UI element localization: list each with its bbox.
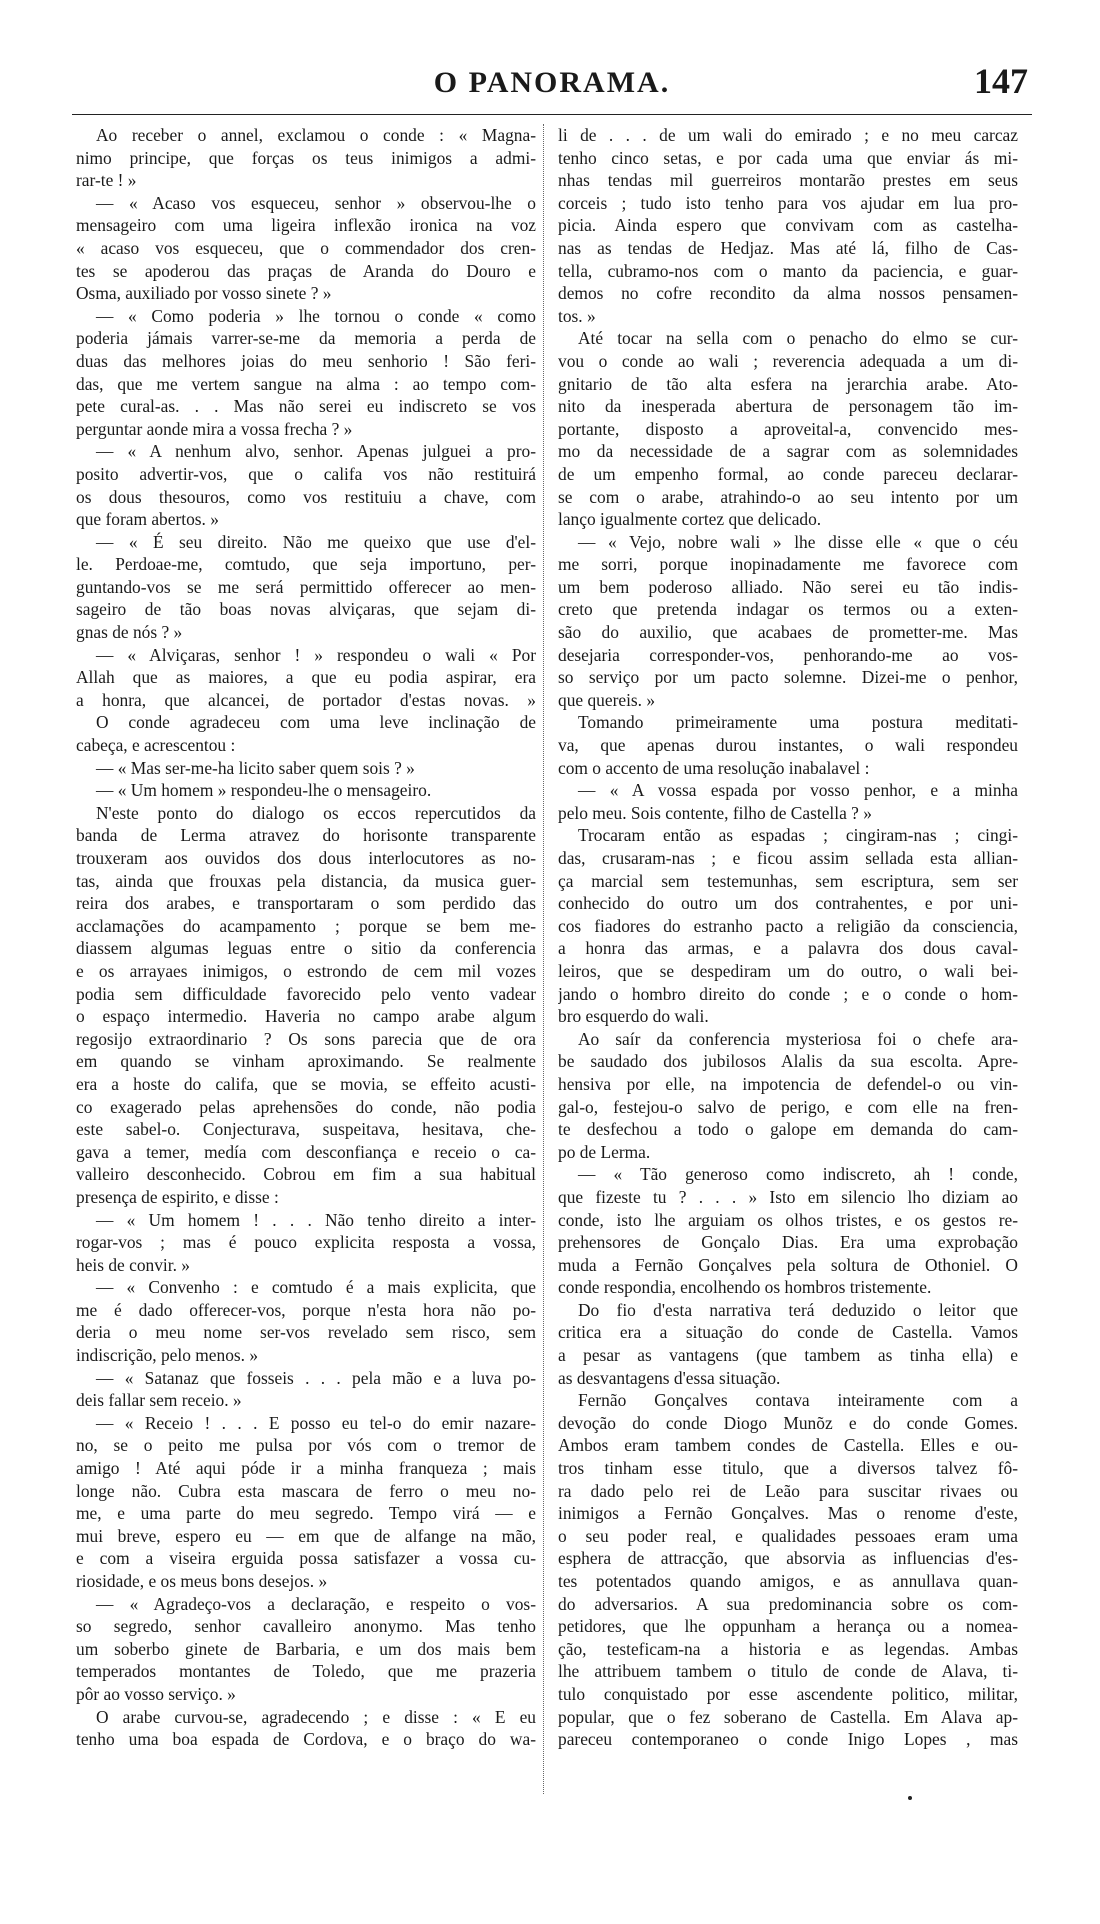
text-line: um soberbo ginete de Barbaria, e um dos mais bem	[76, 1638, 536, 1659]
text-line: trouxeram aos ouvidos dos dous interlocutores as no-	[76, 848, 536, 868]
text-line: li de . . . de um wali do emirado ; e no meu carcaz	[558, 125, 1018, 145]
text-line: regosijo extraordinario ? Os sons parecia que de ora	[76, 1028, 536, 1049]
text-line: muda a Fernão Gonçalves pela soltura de Othoniel. O	[558, 1254, 1018, 1275]
text-line: os dous thesouros, como vos restituiu a chave, com	[76, 486, 536, 507]
text-line: rar-te ! »	[76, 170, 137, 191]
text-line: le. Perdoae-me, comtudo, que seja importuno, per-	[76, 554, 536, 575]
text-line: deis fallar sem receio. »	[76, 1390, 242, 1411]
text-line: — « Vejo, nobre wali » lhe disse elle « que o céu	[578, 531, 1018, 552]
text-line: « acaso vos esqueceu, que o commendador dos cren-	[76, 237, 536, 258]
text-line: ra dado pelo rei de Leão para suscitar rivaes ou	[558, 1480, 1018, 1501]
text-line: corceis ; tudo isto tenho para vos ajudar em lua pro-	[558, 192, 1018, 213]
text-line: jando o hombro direito do conde ; e o conde o hom-	[558, 983, 1018, 1004]
text-line: pareceu contemporaneo o conde Inigo Lopes , mas	[558, 1729, 1018, 1750]
text-line: gal-o, festejou-o salvo de perigo, e com elle na fren-	[558, 1096, 1018, 1117]
text-line: perguntar aonde mira a vossa frecha ? »	[76, 418, 353, 439]
text-line: um bem poderoso alliado. Não serei eu tão indis-	[558, 576, 1018, 597]
text-line: longe não. Cubra esta mascara de ferro o meu no-	[76, 1480, 536, 1501]
text-line: tella, cubramo-nos com o manto da paciencia, e guar-	[558, 260, 1018, 281]
column-divider	[543, 124, 544, 1794]
text-line: o espaço intermedio. Haveria no campo arabe algum	[76, 1006, 536, 1027]
text-line: — « A vossa espada por vosso penhor, e a minha	[578, 780, 1018, 801]
text-line: pelo meu. Sois contente, filho de Castella ? »	[558, 802, 872, 823]
text-line: tos. »	[558, 305, 596, 326]
text-line: ção, testeficam-na a historia e as legendas. Ambas	[558, 1638, 1018, 1659]
text-line: tulo conquistado por esse ascendente politico, militar,	[558, 1683, 1018, 1704]
text-line: Tomando primeiramente uma postura meditati-	[578, 712, 1018, 733]
text-line: — « Convenho : e comtudo é a mais explicita, que	[96, 1277, 536, 1298]
text-line: gava a temer, medía com desconfiança e receio o ca-	[76, 1141, 536, 1162]
text-line: — « Tão generoso como indiscreto, ah ! conde,	[578, 1164, 1018, 1185]
text-line: conde respondia, encolhendo os hombros tristemente.	[558, 1277, 932, 1298]
text-line: picia. Ainda espero que convivam com as castelha-	[558, 215, 1018, 236]
text-line: que foram abertos. »	[76, 509, 219, 530]
text-line: presença de espirito, e disse :	[76, 1186, 279, 1207]
text-line: lanço igualmente cortez que delicado.	[558, 509, 822, 530]
text-line: co exagerado pelas aprehensões do conde, não podia	[76, 1096, 536, 1117]
text-line: diassem algumas leguas entre o sitio da conferencia	[76, 938, 536, 959]
text-line: o seu poder real, e qualidades pessoaes eram uma	[558, 1525, 1018, 1546]
text-line: nas as tendas de Hedjaz. Mas até lá, filho de Cas-	[558, 237, 1018, 258]
text-line: de um empenho formal, ao conde pareceu declarar-	[558, 463, 1018, 484]
text-line: Do fio d'esta narrativa terá deduzido o leitor que	[578, 1299, 1018, 1320]
text-line: vou o conde ao wali ; reverencia adequada a um di-	[558, 350, 1018, 371]
text-line: — « Acaso vos esqueceu, senhor » observou-lhe o	[96, 192, 536, 213]
text-line: duas das melhores joias do meu senhorio ! São feri-	[76, 350, 536, 371]
text-line: indiscrição, pelo menos. »	[76, 1345, 259, 1366]
text-line: se com o arabe, atrahindo-o ao seu intento por um	[558, 486, 1018, 507]
text-line: acclamações do acampamento ; porque se bem me-	[76, 915, 536, 936]
text-line: pete cural-as. . . Mas não serei eu indiscreto se vos	[76, 396, 536, 417]
text-line: amigo ! Até aqui póde ir a minha franqueza ; mais	[76, 1458, 536, 1479]
text-line: — « Como poderia » lhe tornou o conde « como	[96, 305, 536, 326]
text-line: este sabel-o. Conjecturava, suspeitava, hesitava, che-	[76, 1119, 536, 1140]
text-line: gnas de nós ? »	[76, 622, 183, 643]
text-line: desejaria corresponder-vos, penhorando-me ao vos-	[558, 644, 1018, 665]
text-line: temperados montantes de Toledo, que me prazeria	[76, 1661, 536, 1682]
text-line: do adversarios. A sua predominancia sobre os com-	[558, 1593, 1018, 1614]
text-line: riosidade, e os meus bons desejos. »	[76, 1571, 328, 1591]
text-line: — « Alviçaras, senhor ! » respondeu o wali « Por	[96, 644, 536, 665]
text-line: tenho uma boa espada de Cordova, e o braço do wa-	[76, 1729, 536, 1750]
text-line: lhe attribuem tambem o titulo de conde de Alava, ti-	[558, 1661, 1018, 1682]
text-line: Ambos eram tambem condes de Castella. Elles e ou-	[558, 1435, 1018, 1456]
text-line: cos fiadores do estranho pacto a religião da consciencia,	[558, 915, 1018, 936]
text-line: nito da inesperada abertura de personagem tão im-	[558, 396, 1018, 417]
text-line: tes se apoderou das praças de Aranda do Douro e	[76, 260, 536, 281]
text-line: leiros, que se despediram um do outro, o wali bei-	[558, 960, 1018, 981]
text-line: ça marcial sem testemunhas, sem escriptura, sem ser	[558, 870, 1018, 891]
text-line: em quando se vinham aproximando. Se realmente	[76, 1051, 536, 1072]
text-line: — « Satanaz que fosseis . . . pela mão e a luva po-	[96, 1367, 536, 1388]
text-line: Ao receber o annel, exclamou o conde : « Magna-	[96, 125, 536, 145]
text-line: me sorri, porque inopinadamente me favorece com	[558, 554, 1018, 575]
text-line: poderia jámais varrer-se-me da memoria a perda de	[76, 328, 536, 349]
page-header	[72, 60, 1032, 112]
text-line: Allah que as maiores, a que eu podia aspirar, era	[76, 667, 536, 688]
text-line: N'este ponto do dialogo os eccos repercutidos da	[96, 802, 536, 823]
text-line: tros tinham esse titulo, que a diversos talvez fô-	[558, 1458, 1018, 1479]
text-line: heis de convir. »	[76, 1254, 190, 1275]
text-line: cabeça, e acrescentou :	[76, 735, 236, 756]
text-line: banda de Lerma atravez do horisonte transparente	[76, 825, 536, 846]
text-line: inimigos a Fernão Gonçalves. Mas o renome d'este,	[558, 1503, 1018, 1524]
text-line: — « Mas ser-me-ha licito saber quem sois ? »	[96, 757, 415, 778]
text-line: podia sem difficuldade favorecido pelo vento vadear	[76, 983, 536, 1004]
text-line: me, e uma parte do meu segredo. Tempo virá — e	[76, 1503, 536, 1524]
text-line: creto que pretenda indagar os termos ou a exten-	[558, 599, 1018, 620]
text-line: com o accento de uma resolução inabalavel :	[558, 757, 870, 778]
text-line: sageiro de tão boas novas alviçaras, que sejam di-	[76, 599, 536, 620]
text-line: petidores, que lhe oppunham a herança ou a nomea-	[558, 1616, 1018, 1637]
text-line: das, crusaram-nas ; e ficou assim sellada esta allian-	[558, 848, 1018, 868]
text-line: va, que apenas durou instantes, o wali respondeu	[558, 735, 1018, 756]
text-line: gnitario de tão alta esfera na jerarchia arabe. Ato-	[558, 373, 1018, 394]
text-line: deria o meu nome ser-vos revelado sem risco, sem	[76, 1322, 536, 1343]
text-line: conde, isto lhe arguiam os olhos tristes, e os gestos re-	[558, 1209, 1018, 1230]
header-rule	[72, 114, 1032, 115]
text-line: critica era a situação do conde de Castella. Vamos	[558, 1322, 1018, 1343]
text-line: tes potentados quando amigos, e as annullava quan-	[558, 1571, 1018, 1591]
text-line: — « É seu direito. Não me queixo que use d'el-	[96, 531, 536, 552]
text-line: a honra das armas, e a palavra dos dous caval-	[558, 938, 1018, 959]
text-line: be saudado dos jubilosos Alalis da sua escolta. Apre-	[558, 1051, 1018, 1072]
text-line: devoção do conde Diogo Munõz e do conde Gomes.	[558, 1412, 1018, 1433]
text-line: po de Lerma.	[558, 1141, 651, 1162]
text-line: Osma, auxiliado por vosso sinete ? »	[76, 283, 332, 304]
text-line: pôr ao vosso serviço. »	[76, 1683, 236, 1704]
text-line: Fernão Gonçalves contava inteiramente com a	[578, 1390, 1018, 1411]
text-line: te desfechou a todo o galope em demanda do cam-	[558, 1119, 1018, 1140]
text-line: tenho cinco setas, e por cada uma que enviar ás mi-	[558, 147, 1018, 168]
ink-dot	[908, 1796, 912, 1800]
text-line: no, se o peito me pulsa por vós com o tremor de	[76, 1435, 536, 1456]
text-line: e os arrayaes inimigos, o estrondo de cem mil vozes	[76, 960, 536, 981]
text-line: a pesar as vantagens (que tambem as tinha ella) e	[558, 1345, 1018, 1366]
text-line: esphera de attracção, que absorvia as influencias d'es-	[558, 1548, 1018, 1569]
page-number: 147	[974, 61, 1028, 101]
text-line: demos no cofre recondito da alma nossos pensamen-	[558, 283, 1018, 304]
publication-title: O PANORAMA.	[433, 66, 671, 99]
text-line: nhas tendas mil guerreiros montarão prestes em seus	[558, 170, 1018, 191]
text-line: prehensores de Gonçalo Dias. Era uma exprobação	[558, 1232, 1018, 1253]
text-line: posito advertir-vos, que o califa vos não restituirá	[76, 463, 536, 484]
text-line: O conde agradeceu com uma leve inclinação de	[96, 712, 536, 733]
text-line: era a hoste do califa, que se movia, se effeito acusti-	[76, 1073, 536, 1094]
left-column	[76, 124, 536, 1751]
right-column	[558, 124, 1018, 1751]
text-line: são do auxilio, que acabaes de prometter-me. Mas	[558, 622, 1018, 643]
text-line: rogar-vos ; mas é pouco explicita resposta a vossa,	[76, 1232, 536, 1253]
text-line: Até tocar na sella com o penacho do elmo se cur-	[578, 328, 1018, 349]
text-line: a honra, que alcancei, de portador d'estas novas. »	[76, 689, 536, 710]
text-line: reira dos arabes, e transportaram o som perdido das	[76, 893, 536, 914]
text-line: mo da necessidade de a sagrar com as solemnidades	[558, 441, 1018, 462]
text-line: — « Um homem ! . . . Não tenho direito a inter-	[96, 1209, 536, 1230]
text-line: O arabe curvou-se, agradecendo ; e disse : « E eu	[96, 1706, 536, 1727]
text-line: guntando-vos se me será permittido offerecer ao men-	[76, 576, 536, 597]
text-line: bro esquerdo do wali.	[558, 1006, 709, 1027]
text-line: so serviço por um pacto solemne. Dizei-me o penhor,	[558, 667, 1018, 688]
text-line: valleiro desconhecido. Cobrou em fim a sua habitual	[76, 1164, 536, 1185]
text-line: — « Um homem » respondeu-lhe o mensageiro.	[96, 780, 432, 801]
text-line: conhecido do outro um dos contrahentes, e por uni-	[558, 893, 1018, 914]
text-line: hensiva por elle, na impotencia de defendel-o ou vin-	[558, 1073, 1018, 1094]
text-line: popular, que o fez soberano de Castella. Em Alava ap-	[558, 1706, 1018, 1727]
text-line: mensageiro com uma ligeira inflexão ironica na voz	[76, 215, 536, 236]
text-line: das, que me vertem sangue na alma : ao tempo com-	[76, 373, 536, 394]
text-line: Trocaram então as espadas ; cingiram-nas ; cingi-	[578, 825, 1018, 846]
text-line: tas, ainda que frouxas pela distancia, da musica guer-	[76, 870, 536, 891]
text-line: que quereis. »	[558, 689, 656, 710]
text-line: nimo principe, que forças os teus inimigos a admi-	[76, 147, 536, 168]
text-line: as desvantagens d'essa situação.	[558, 1367, 781, 1388]
text-line: mui breve, espero eu — em que de alfange na mão,	[76, 1525, 536, 1546]
text-line: — « Receio ! . . . E posso eu tel-o do emir nazare-	[96, 1412, 536, 1433]
text-line: Ao saír da conferencia mysteriosa foi o chefe ara-	[578, 1028, 1018, 1049]
text-line: portante, disposto a aproveital-a, convencido mes-	[558, 418, 1018, 439]
text-line: me é dado offerecer-vos, porque n'esta hora não po-	[76, 1299, 536, 1320]
text-line: so segredo, senhor cavalleiro anonymo. Mas tenho	[76, 1616, 536, 1637]
text-line: — « A nenhum alvo, senhor. Apenas julguei a pro-	[96, 441, 536, 462]
text-line: que fizeste tu ? . . . » Isto em silencio lho diziam ao	[558, 1186, 1018, 1207]
text-line: — « Agradeço-vos a declaração, e respeito o vos-	[96, 1593, 536, 1614]
text-line: e com a viseira erguida possa satisfazer a vossa cu-	[76, 1548, 536, 1569]
